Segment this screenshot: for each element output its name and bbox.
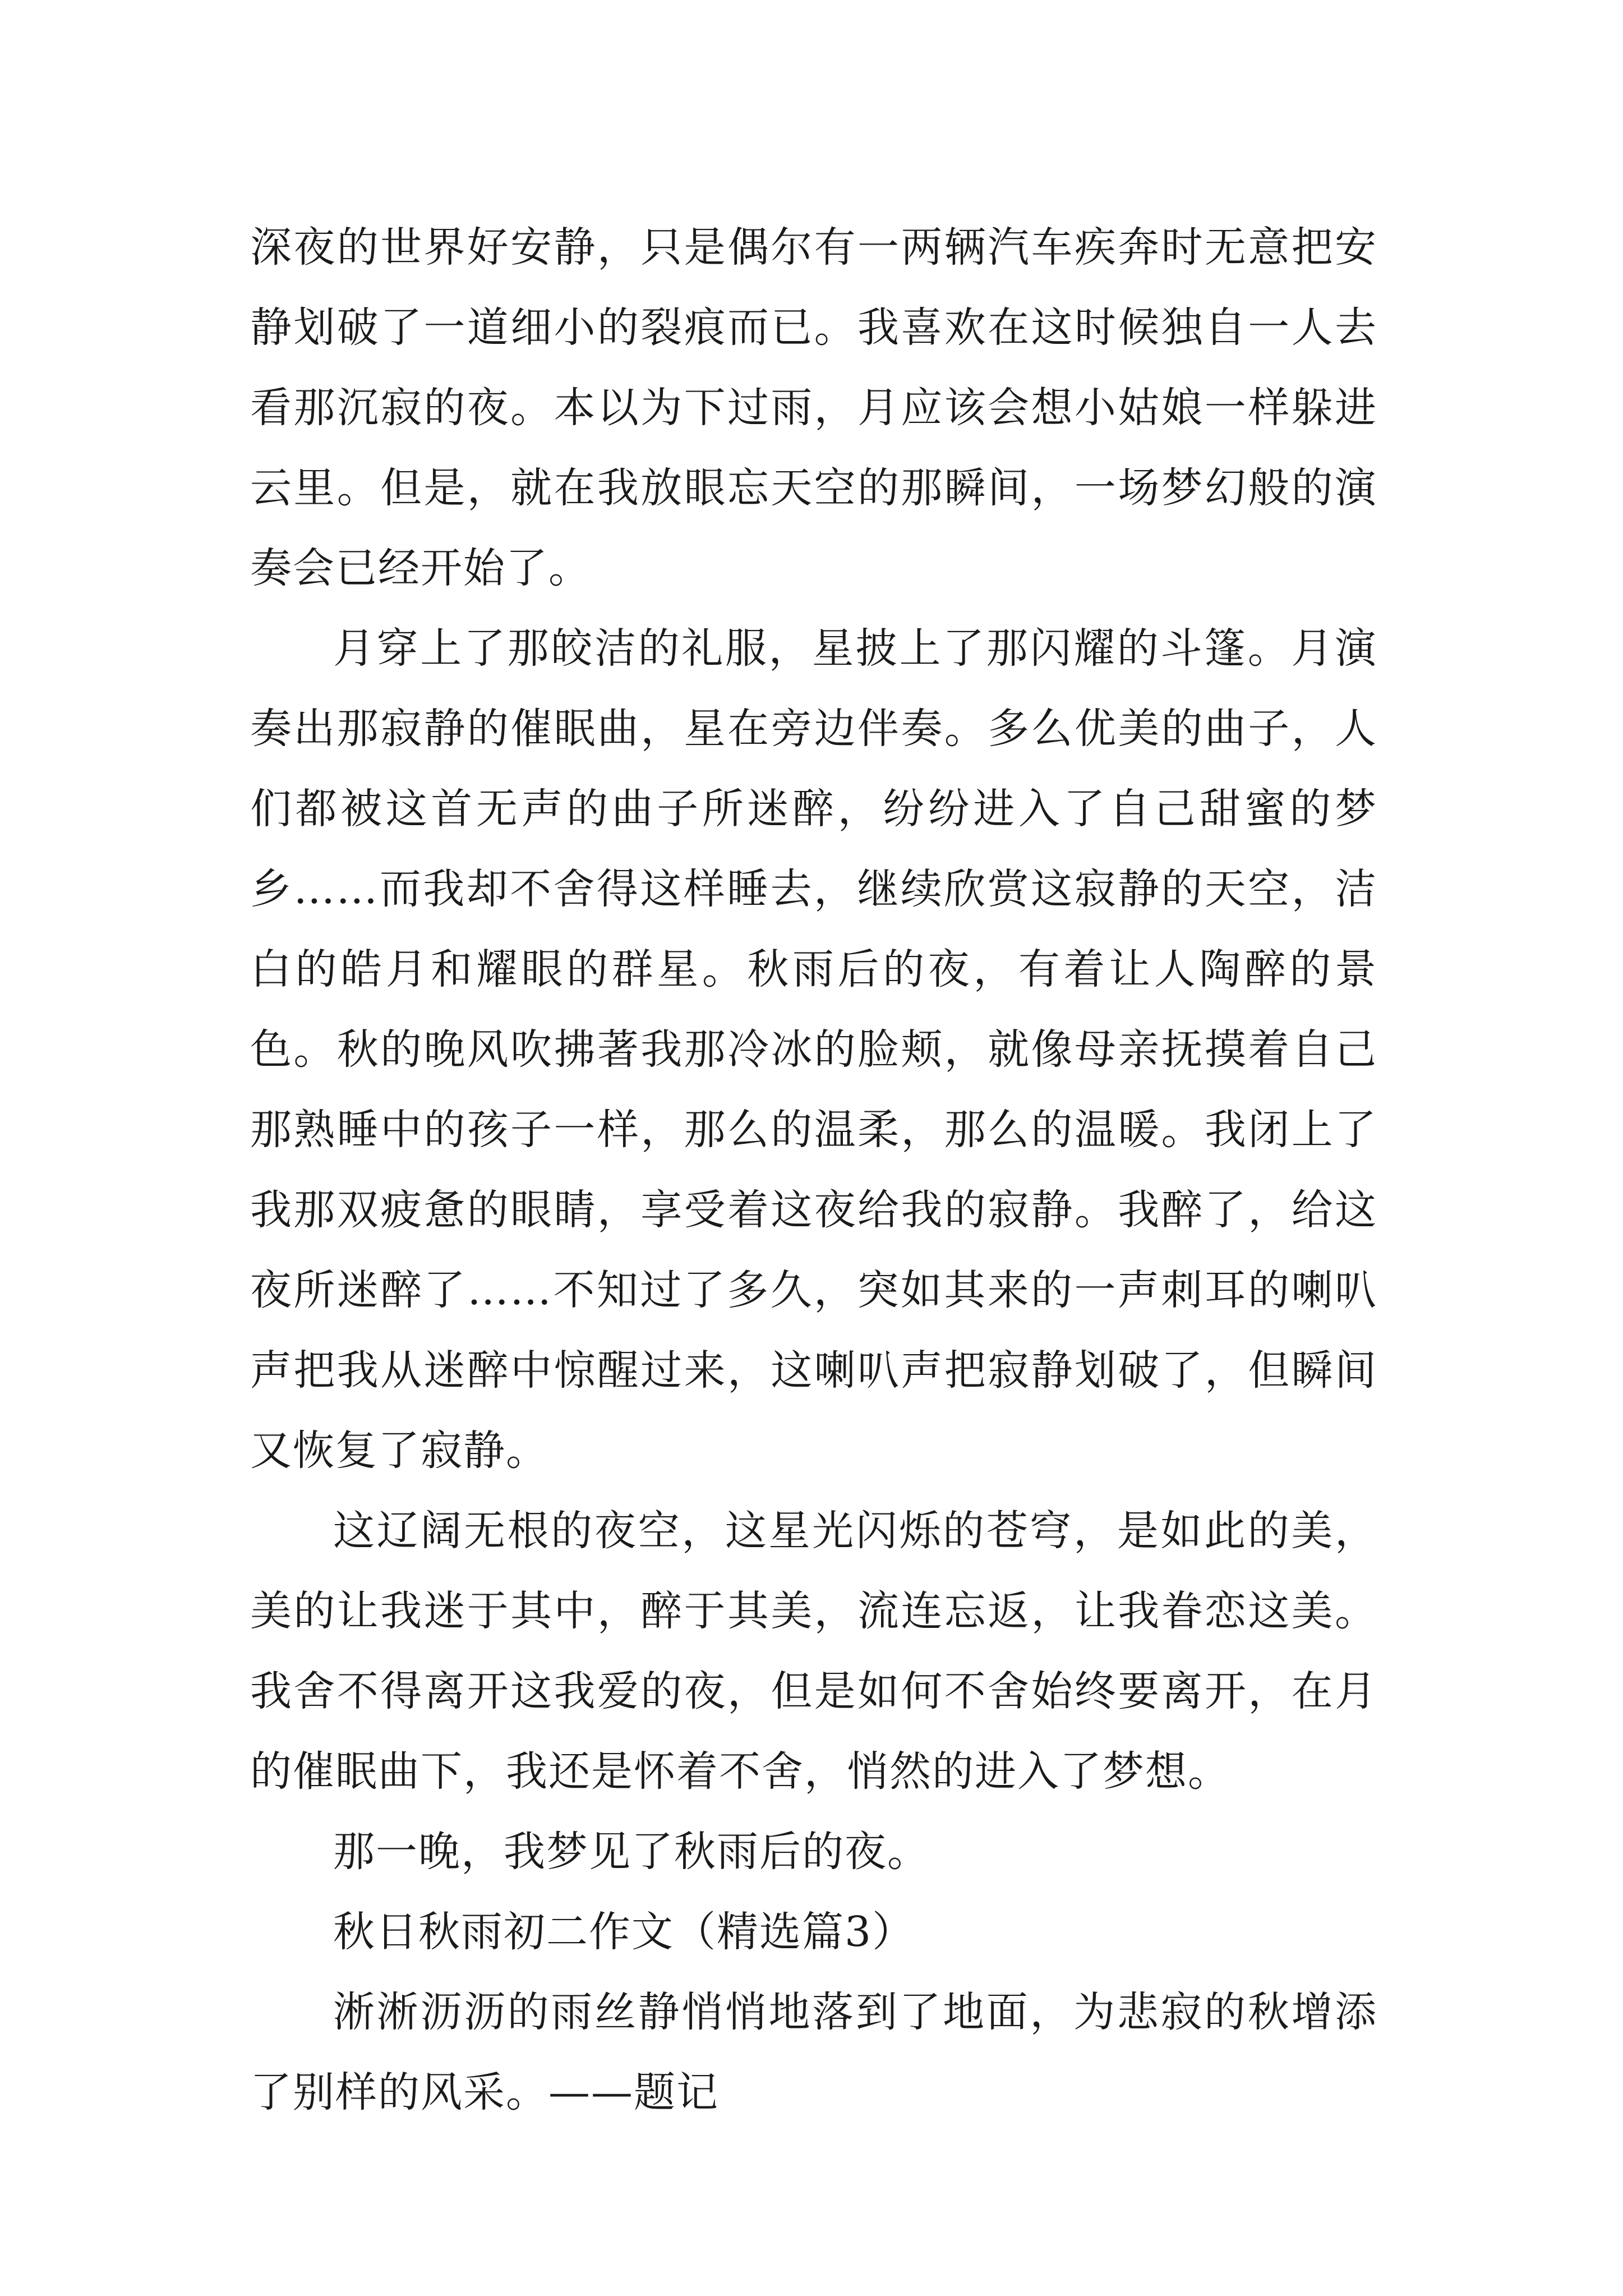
section-heading: 秋日秋雨初二作文（精选篇3） — [333, 1908, 915, 1956]
paragraph-night-sky: 这辽阔无根的夜空，这星光闪烁的苍穹，是如此的美，美的让我迷于其中，醉于其美，流连忘返，让我眷恋这美。我舍不得离开这我爱的夜，但是如何不舍始终要离开，在月的催眠曲下，我还是怀着不舍，悄然的进入了梦想。 — [250, 1507, 1377, 1796]
paragraph-moon-and-stars: 月穿上了那皎洁的礼服，星披上了那闪耀的斗篷。月演奏出那寂静的催眠曲，星在旁边伴奏。多么优美的曲子，人们都被这首无声的曲子所迷醉，纷纷进入了自己甜蜜的梦乡……而我却不舍得这样睡去，继续欣赏这寂静的天空，洁白的皓月和耀眼的群星。秋雨后的夜，有着让人陶醉的景色。秋的晚风吹拂著我那冷冰的脸颊，就像母亲抚摸着自己那熟睡中的孩子一样，那么的温柔，那么的温暖。我闭上了我那双疲惫的眼睛，享受着这夜给我的寂静。我醉了，给这夜所迷醉了……不知过了多久，突如其来的一声刺耳的喇叭声把我从迷醉中惊醒过来，这喇叭声把寂静划破了，但瞬间又恢复了寂静。 — [250, 624, 1377, 1475]
paragraph-night-intro: 深夜的世界好安静，只是偶尔有一两辆汽车疾奔时无意把安静划破了一道细小的裂痕而已。我喜欢在这时候独自一人去看那沉寂的夜。本以为下过雨，月应该会想小姑娘一样躲进云里。但是，就在我放眼忘天空的那瞬间，一场梦幻般的演奏会已经开始了。 — [250, 223, 1377, 592]
paragraph-epigraph: 淅淅沥沥的雨丝静悄悄地落到了地面，为悲寂的秋增添了别样的风采。——题记 — [250, 1988, 1377, 2116]
paragraph-dream: 那一晚，我梦见了秋雨后的夜。 — [333, 1828, 930, 1876]
document-body — [250, 208, 1377, 2133]
